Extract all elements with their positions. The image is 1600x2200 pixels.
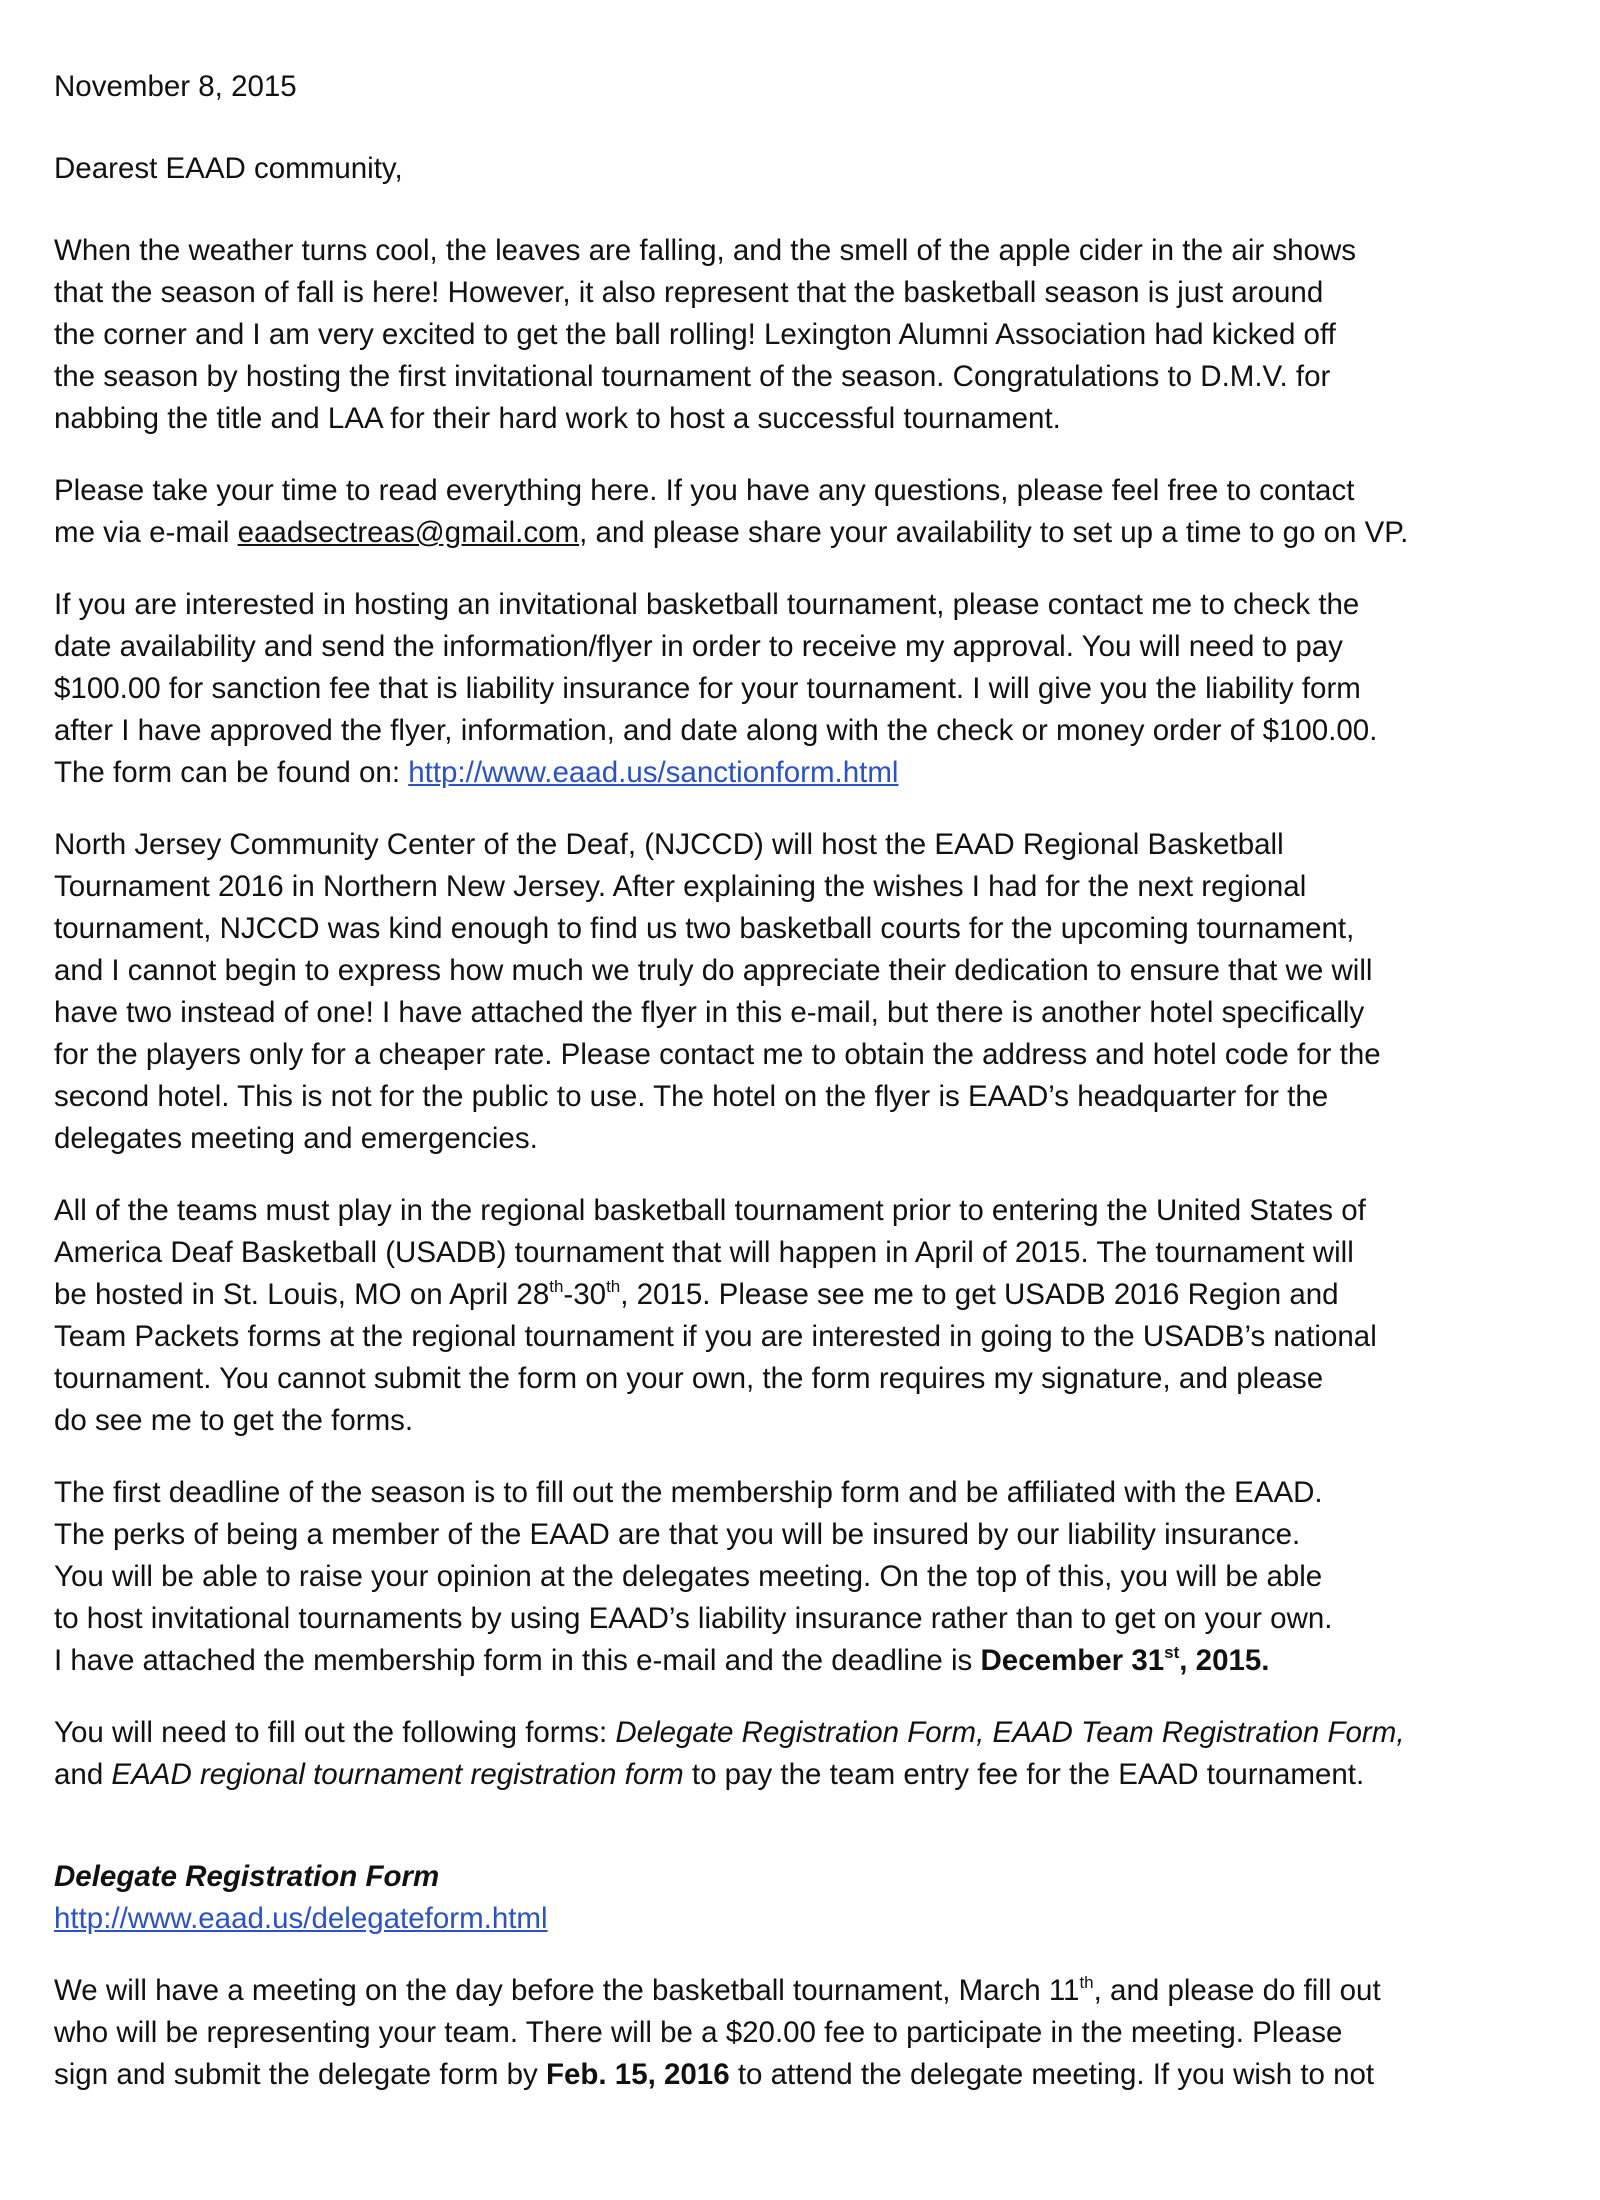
paragraph-line: second hotel. This is not for the public to use. The hotel on the flyer is EAAD’s headquarter for the <box>54 1080 1329 1113</box>
paragraph-membership <box>54 1472 1574 1682</box>
paragraph-line: All of the teams must play in the regional basketball tournament prior to entering the United States of <box>54 1194 1366 1227</box>
paragraph-line: sign and submit the delegate form by Feb. 15, 2016 to attend the delegate meeting. If you wish to not <box>54 2058 1375 2091</box>
paragraph-line: after I have approved the flyer, information, and date along with the check or money order of $100.00. <box>54 714 1378 747</box>
paragraph-line: date availability and send the information/flyer in order to receive my approval. You will need to pay <box>54 630 1343 663</box>
paragraph-line: The first deadline of the season is to fill out the membership form and be affiliated with the EAAD. <box>54 1476 1323 1509</box>
paragraph-line: You will need to fill out the following forms: Delegate Registration Form, EAAD Team Registration Form, <box>54 1716 1405 1749</box>
paragraph-line: and I cannot begin to express how much we truly do appreciate their dedication to ensure that we will <box>54 954 1373 987</box>
paragraph-line: be hosted in St. Louis, MO on April 28th-30th, 2015. Please see me to get USADB 2016 Region and <box>54 1277 1339 1311</box>
paragraph-intro <box>54 230 1574 440</box>
paragraph-line: the season by hosting the first invitational tournament of the season. Congratulations to D.M.V. for <box>54 360 1331 393</box>
paragraph-line: do see me to get the forms. <box>54 1404 414 1437</box>
paragraph-line: for the players only for a cheaper rate. Please contact me to obtain the address and hotel code for the <box>54 1038 1381 1071</box>
delegate-deadline: Feb. 15, 2016 <box>545 2058 730 2091</box>
paragraph-line: North Jersey Community Center of the Deaf, (NJCCD) will host the EAAD Regional Basketball <box>54 828 1284 861</box>
delegate-form-link[interactable]: http://www.eaad.us/delegateform.html <box>54 1902 548 1935</box>
paragraph-line: tournament. You cannot submit the form on your own, the form requires my signature, and please <box>54 1362 1324 1395</box>
paragraph-line: to host invitational tournaments by using EAAD’s liability insurance rather than to get on your own. <box>54 1602 1333 1635</box>
paragraph-line: The form can be found on: http://www.eaad.us/sanctionform.html <box>54 756 899 789</box>
delegate-section <box>54 1856 1574 1940</box>
paragraph-line: that the season of fall is here! However, it also represent that the basketball season is just around <box>54 276 1324 309</box>
paragraph-line: America Deaf Basketball (USADB) tournament that will happen in April of 2015. The tournament will <box>54 1236 1354 1269</box>
paragraph-line: nabbing the title and LAA for their hard work to host a successful tournament. <box>54 402 1061 435</box>
paragraph-contact <box>54 470 1574 554</box>
paragraph-line: If you are interested in hosting an invitational basketball tournament, please contact me to check the <box>54 588 1360 621</box>
paragraph-line: $100.00 for sanction fee that is liability insurance for your tournament. I will give you the liability form <box>54 672 1361 705</box>
paragraph-regional-host <box>54 824 1574 1160</box>
paragraph-delegate-meeting <box>54 1970 1574 2096</box>
sanction-form-link[interactable]: http://www.eaad.us/sanctionform.html <box>408 756 899 789</box>
paragraph-line: have two instead of one! I have attached the flyer in this e-mail, but there is another hotel specifically <box>54 996 1365 1029</box>
paragraph-line: me via e-mail eaadsectreas@gmail.com, and please share your availability to set up a time to go on VP. <box>54 516 1409 549</box>
paragraph-line: The perks of being a member of the EAAD are that you will be insured by our liability insurance. <box>54 1518 1301 1551</box>
letter-greeting: Dearest EAAD community, <box>54 152 403 185</box>
paragraph-sanction <box>54 584 1574 794</box>
paragraph-line: delegates meeting and emergencies. <box>54 1122 538 1155</box>
membership-deadline: December 31st, 2015. <box>980 1643 1270 1677</box>
paragraph-line: When the weather turns cool, the leaves are falling, and the smell of the apple cider in the air shows <box>54 234 1357 267</box>
paragraph-line: Team Packets forms at the regional tournament if you are interested in going to the USADB’s national <box>54 1320 1377 1353</box>
paragraph-usadb <box>54 1190 1574 1442</box>
paragraph-line: who will be representing your team. There will be a $20.00 fee to participate in the meeting. Please <box>54 2016 1343 2049</box>
paragraph-line: Tournament 2016 in Northern New Jersey. After explaining the wishes I had for the next regional <box>54 870 1307 903</box>
email-link[interactable]: eaadsectreas@gmail.com <box>237 516 580 549</box>
paragraph-line: tournament, NJCCD was kind enough to find us two basketball courts for the upcoming tournament, <box>54 912 1355 945</box>
letter-date: November 8, 2015 <box>54 70 297 103</box>
paragraph-line: Please take your time to read everything here. If you have any questions, please feel free to contact <box>54 474 1355 507</box>
paragraph-line: I have attached the membership form in this e-mail and the deadline is December 31st, 2015. <box>54 1643 1270 1677</box>
section-heading: Delegate Registration Form <box>54 1860 440 1893</box>
paragraph-line: You will be able to raise your opinion at the delegates meeting. On the top of this, you will be able <box>54 1560 1323 1593</box>
paragraph-forms-list <box>54 1712 1574 1796</box>
paragraph-line: and EAAD regional tournament registration form to pay the team entry fee for the EAAD tournament. <box>54 1758 1365 1791</box>
paragraph-line: the corner and I am very excited to get the ball rolling! Lexington Alumni Association had kicked off <box>54 318 1336 351</box>
paragraph-line: We will have a meeting on the day before the basketball tournament, March 11th, and please do fill out <box>54 1973 1381 2007</box>
letter-document <box>54 66 1574 2096</box>
